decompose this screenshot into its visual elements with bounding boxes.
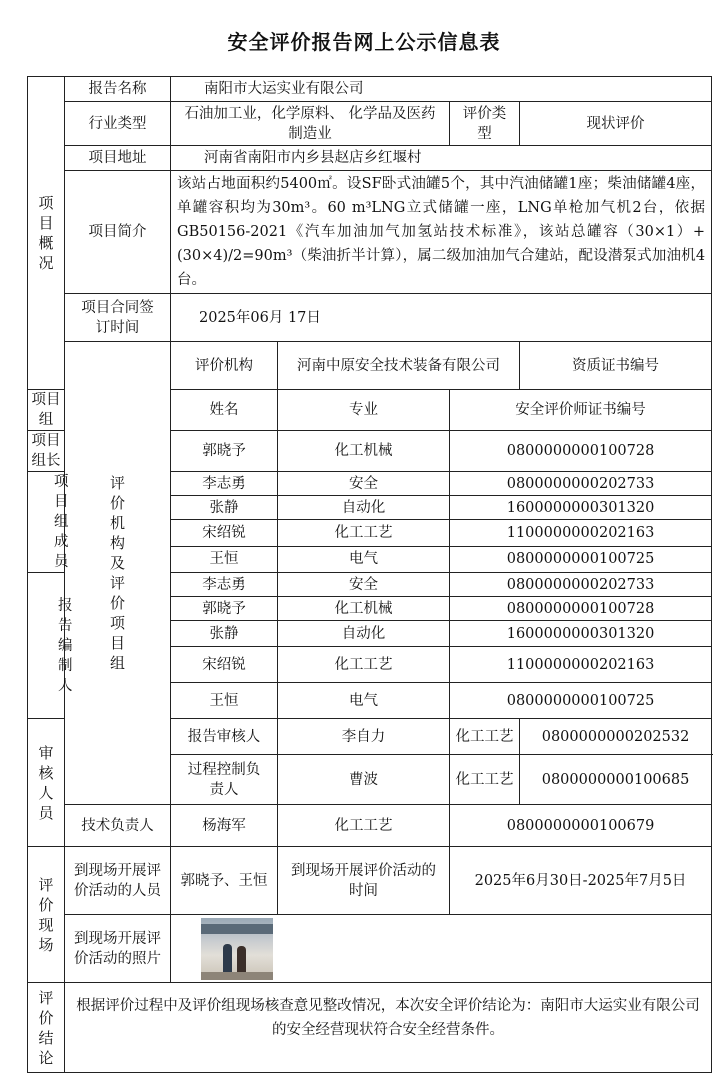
compiler-cert: 0800000000202733 [450, 573, 712, 597]
contract-date: 2025年06月 17日 [171, 294, 712, 342]
compiler-major: 自动化 [278, 621, 450, 647]
member-name: 张静 [171, 496, 278, 520]
col-header-name: 姓名 [171, 390, 278, 431]
review-cert: 0800000000100685 [520, 755, 712, 805]
compiler-major: 化工工艺 [278, 647, 450, 683]
compiler-cert: 0800000000100725 [450, 683, 712, 719]
member-cert: 1100000000202163 [450, 520, 712, 546]
site-time: 2025年6月30日-2025年7月5日 [450, 847, 712, 915]
member-cert: 0800000000100725 [450, 546, 712, 572]
review-name: 杨海军 [171, 805, 278, 847]
site-people-label: 到现场开展评价活动的人员 [65, 847, 171, 915]
review-role: 技术负责人 [65, 805, 171, 847]
member-major: 安全 [278, 472, 450, 496]
report-name-value: 南阳市大运实业有限公司 [171, 77, 712, 102]
review-cert: 0800000000100679 [450, 805, 712, 847]
summary-label: 项目简介 [65, 171, 171, 294]
member-name: 王恒 [171, 546, 278, 572]
member-name: 李志勇 [171, 472, 278, 496]
summary-value: 该站占地面积约5400㎡。设SF卧式油罐5个，其中汽油储罐1座；柴油储罐4座，单罐容积均为30m³。60 m³LNG立式储罐一座，LNG单枪加气机2台，依据GB50156-2021《汽车加油加气加氢站技术标准》，该站总罐容（30×1）+(30×4)/2=90m³（柴油折半计算），属二级加油加气合建站，配设潜泵式加油机4台。 [171, 171, 712, 294]
member-cert: 0800000000202733 [450, 472, 712, 496]
review-major: 化工工艺 [278, 805, 450, 847]
info-table [27, 76, 712, 1073]
member-major: 化工工艺 [278, 520, 450, 546]
compiler-name: 郭晓予 [171, 597, 278, 621]
contract-label: 项目合同签订时间 [65, 294, 171, 342]
review-cert: 0800000000202532 [520, 719, 712, 755]
agency-label: 评价机构 [171, 342, 278, 390]
site-time-label: 到现场开展评价活动的时间 [278, 847, 450, 915]
site-photo-label: 到现场开展评价活动的照片 [65, 915, 171, 983]
section-agency-label: 评价机构及评价项目组 [65, 342, 171, 805]
section-overview-label: 项目概况 [28, 77, 65, 390]
section-site-label: 评价现场 [28, 847, 65, 983]
compiler-major: 化工机械 [278, 597, 450, 621]
conclusion-text: 根据评价过程中及评价组现场核查意见整改情况，本次安全评价结论为：南阳市大运实业有限公司的安全经营现状符合安全经营条件。 [65, 983, 712, 1073]
compilers-label: 报告编制人 [28, 573, 65, 719]
compiler-name: 张静 [171, 621, 278, 647]
section-conclusion-label: 评价结论 [28, 983, 65, 1073]
eval-type-label: 评价类型 [450, 102, 520, 146]
compiler-cert: 1600000000301320 [450, 621, 712, 647]
review-major: 化工工艺 [450, 755, 520, 805]
compiler-name: 王恒 [171, 683, 278, 719]
address-value: 河南省南阳市内乡县赵店乡红堰村 [171, 146, 712, 171]
member-name: 宋绍锐 [171, 520, 278, 546]
col-header-cert: 安全评价师证书编号 [450, 390, 712, 431]
compiler-cert: 1100000000202163 [450, 647, 712, 683]
cert-label: 资质证书编号 [520, 342, 712, 390]
compiler-major: 安全 [278, 573, 450, 597]
leader-cert: 0800000000100728 [450, 431, 712, 472]
review-major: 化工工艺 [450, 719, 520, 755]
page-title: 安全评价报告网上公示信息表 [227, 30, 501, 54]
compiler-name: 李志勇 [171, 573, 278, 597]
report-name-label: 报告名称 [65, 77, 171, 102]
section-review-label: 审核人员 [28, 719, 65, 847]
member-major: 自动化 [278, 496, 450, 520]
industry-label: 行业类型 [65, 102, 171, 146]
compiler-name: 宋绍锐 [171, 647, 278, 683]
members-label: 项目组成员 [28, 472, 65, 573]
leader-major: 化工机械 [278, 431, 450, 472]
address-label: 项目地址 [65, 146, 171, 171]
member-cert: 1600000000301320 [450, 496, 712, 520]
industry-value: 石油加工业，化学原料、 化学品及医药制造业 [171, 102, 450, 146]
review-role: 报告审核人 [171, 719, 278, 755]
site-people: 郭晓予、王恒 [171, 847, 278, 915]
agency-name: 河南中原安全技术装备有限公司 [278, 342, 520, 390]
review-name: 李自力 [278, 719, 450, 755]
review-name: 曹波 [278, 755, 450, 805]
eval-type-value: 现状评价 [520, 102, 712, 146]
compiler-major: 电气 [278, 683, 450, 719]
col-header-group: 项目组 [28, 390, 65, 431]
member-major: 电气 [278, 546, 450, 572]
site-photo-cell [171, 915, 712, 983]
site-photo [201, 918, 273, 980]
review-role: 过程控制负责人 [171, 755, 278, 805]
leader-name: 郭晓予 [171, 431, 278, 472]
col-header-major: 专业 [278, 390, 450, 431]
compiler-cert: 0800000000100728 [450, 597, 712, 621]
leader-label: 项目组长 [28, 431, 65, 472]
